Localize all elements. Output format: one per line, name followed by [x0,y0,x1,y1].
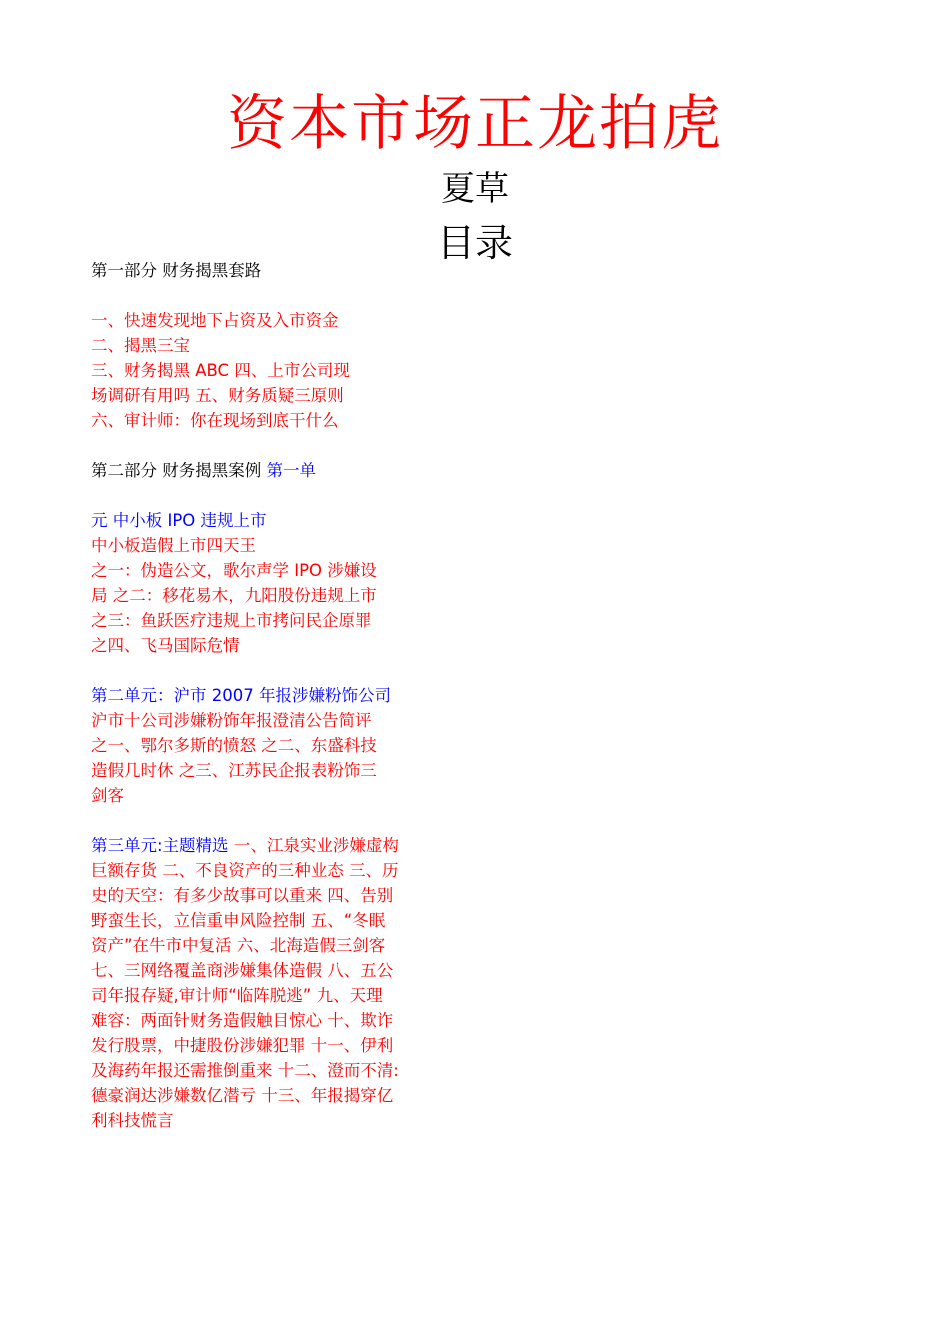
part1-line: 场调研有用吗 五、财务质疑三原则 [91,386,344,405]
unit3-line: 史的天空：有多少故事可以重来 四、告别 [91,886,394,905]
unit3-line: 巨额存货 二、不良资产的三种业态 三、历 [91,861,399,880]
part1-line: 二、揭黑三宝 [91,336,190,355]
unit3-title-line [91,833,411,858]
unit2-line: 剑客 [91,786,124,805]
unit3-line: 及海药年报还需推倒重来 十二、澄而不清: [91,1061,399,1080]
unit1-line: 之四、飞马国际危情 [91,636,240,655]
unit3-line: 司年报存疑,审计师“临阵脱逃” 九、天理 [91,986,383,1005]
unit3-line: 野蛮生长，立信重申风险控制 五、“冬眠 [91,911,386,930]
unit2-title: 第二单元：沪市 2007 年报涉嫌粉饰公司 [91,686,391,705]
unit1-title: 元 中小板 IPO 违规上市 [91,511,267,530]
toc-heading: 目录 [436,221,513,265]
part1-line: 六、审计师：你在现场到底干什么 [91,411,339,430]
unit3-title-rest: 一、江泉实业涉嫌虚构 [233,836,399,855]
document-title: 资本市场正龙拍虎 [227,89,723,159]
unit3-line: 德豪润达涉嫌数亿潜亏 十三、年报揭穿亿 [91,1086,394,1105]
part1-line: 一、快速发现地下占资及入市资金 [91,311,339,330]
unit3-title: 第三单元:主题精选 [91,836,234,855]
part2-heading-line [91,458,411,483]
part2-unit-label: 第一单 [266,461,316,480]
unit3-line: 难容：两面针财务造假触目惊心 十、欺诈 [91,1011,394,1030]
unit3-line: 发行股票，中捷股份涉嫌犯罪 十一、伊利 [91,1036,394,1055]
unit3-line: 利科技慌言 [91,1111,174,1130]
unit1-line: 中小板造假上市四天王 [91,536,256,555]
author-name: 夏草 [441,169,509,209]
unit3-line: 七、三网络覆盖商涉嫌集体造假 八、五公 [91,961,394,980]
part1-heading: 第一部分 财务揭黑套路 [91,261,262,280]
unit2-line: 造假几时休 之三、江苏民企报表粉饰三 [91,761,377,780]
part1-line: 三、财务揭黑 ABC 四、上市公司现 [91,361,350,380]
unit2-line: 沪市十公司涉嫌粉饰年报澄清公告简评 [91,711,372,730]
unit1-line: 之一：伪造公文，歌尔声学 IPO 涉嫌设 [91,561,377,580]
toc-content [91,258,411,1133]
part2-heading: 第二部分 财务揭黑案例 [91,461,267,480]
unit2-line: 之一、鄂尔多斯的愤怒 之二、东盛科技 [91,736,377,755]
unit1-line: 局 之二：移花易木，九阳股份违规上市 [91,586,377,605]
unit1-line: 之三：鱼跃医疗违规上市拷问民企原罪 [91,611,372,630]
unit3-line: 资产”在牛市中复活 六、北海造假三剑客 [91,936,386,955]
